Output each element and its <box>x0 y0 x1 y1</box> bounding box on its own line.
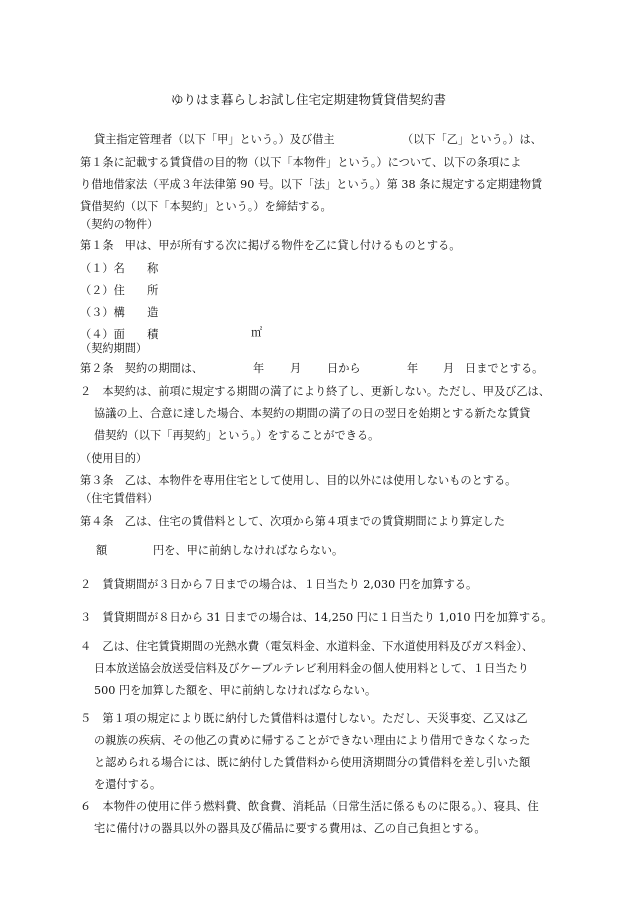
area-unit: ㎡ <box>251 326 263 339</box>
article-4-para-4-line-1: ４ 乙は、住宅賃貸期間の光熱水費（電気料金、水道料金、下水道使用料及びガス料金）、 <box>80 640 534 653</box>
intro-line-4: 貸借契約（以下「本契約」という。）を締結する。 <box>80 200 332 213</box>
article-2-para-2-line-1: ２ 本契約は、前項に規定する期間の満了により終了し、更新しない。ただし、甲及び乙は、 <box>80 385 550 398</box>
article-1: 第１条 甲は、甲が所有する次に掲げる物件を乙に貸し付けるものとする。 <box>80 239 461 252</box>
intro-line-1a: 貸主指定管理者（以下「甲」という。）及び借主 <box>94 133 335 146</box>
article-4-para-2: ２ 賃貸期間が３日から７日までの場合は、１日当たり 2,030 円を加算する。 <box>80 578 478 591</box>
article-1-item-structure: （３）構 造 <box>80 306 159 319</box>
article-2-para-2-line-2: 協議の上、合意に達した場合、本契約の期間の満了の日の翌日を始期とする新たな賃貸 <box>94 407 531 420</box>
article-4-para-5-line-1: ５ 第１項の規定により既に納付した賃借料は還付しない。ただし、天災事変、乙又は乙 <box>80 712 528 725</box>
article-2-year-1: 年 <box>253 362 265 375</box>
article-4-amount-text: 円を、甲に前納しなければならない。 <box>153 544 344 557</box>
intro-line-3: り借地借家法（平成３年法律第 90 号。以下「法」という。）第 38 条に規定する定期建物賃 <box>80 178 543 191</box>
article-2-month-2: 月 <box>443 362 455 375</box>
article-4-para-5-line-4: を還付する。 <box>94 778 162 791</box>
article-1-item-area: （４）面 積 <box>80 328 159 341</box>
heading-rent: （住宅賃借料） <box>80 492 159 505</box>
article-2-day-2: 日までとする。 <box>465 362 544 375</box>
article-2-start: 第２条 契約の期間は、 <box>80 362 204 375</box>
heading-period: （契約期間） <box>80 342 148 355</box>
article-2-para-2-line-3: 借契約（以下「再契約」という。）をすることができる。 <box>94 429 380 442</box>
article-4-para-6-line-1: ６ 本物件の使用に伴う燃料費、飲食費、消耗品（日常生活に係るものに限る。）、寝具、住 <box>80 800 539 813</box>
heading-property: （契約の物件） <box>80 218 159 231</box>
article-4-para-6-line-2: 宅に備付けの器具以外の器具及び備品に要する費用は、乙の自己負担とする。 <box>94 822 486 835</box>
article-4-para-4-line-3: 500 円を加算した額を、甲に前納しなければならない。 <box>94 684 377 697</box>
article-1-item-name: （１）名 称 <box>80 262 159 275</box>
intro-line-1b: （以下「乙」という。）は、 <box>402 133 542 146</box>
document-title: ゆりはま暮らしお試し住宅定期建物賃貸借契約書 <box>171 92 447 107</box>
article-3: 第３条 乙は、本物件を専用住宅として使用し、目的以外には使用しないものとする。 <box>80 474 517 487</box>
intro-line-2: 第１条に記載する賃貸借の目的物（以下「本物件」という。）について、以下の条項によ <box>80 156 522 169</box>
article-4-para-3: ３ 賃貸期間が８日から 31 日までの場合は、14,250 円に１日当たり 1,010 円を加算する。 <box>80 611 553 624</box>
article-2-year-2: 年 <box>407 362 419 375</box>
article-2-month-1: 月 <box>290 362 302 375</box>
article-4-para-5-line-3: と認められる場合には、既に納付した賃借料から使用済期間分の賃借料を差し引いた額 <box>94 756 531 769</box>
article-4-amount-label: 額 <box>96 544 108 557</box>
heading-purpose: （使用目的） <box>80 452 148 465</box>
article-4-line-1: 第４条 乙は、住宅の賃借料として、次項から第４項までの賃貸期間により算定した <box>80 515 505 528</box>
article-4-para-4-line-2: 日本放送協会放送受信料及びケーブルテレビ利用料金の個人使用料として、１日当たり <box>94 662 529 675</box>
article-2-day-1: 日から <box>327 362 361 375</box>
article-4-para-5-line-2: の親族の疾病、その他乙の責めに帰することができない理由により借用できなくなった <box>94 734 531 747</box>
article-1-item-address: （２）住 所 <box>80 284 159 297</box>
